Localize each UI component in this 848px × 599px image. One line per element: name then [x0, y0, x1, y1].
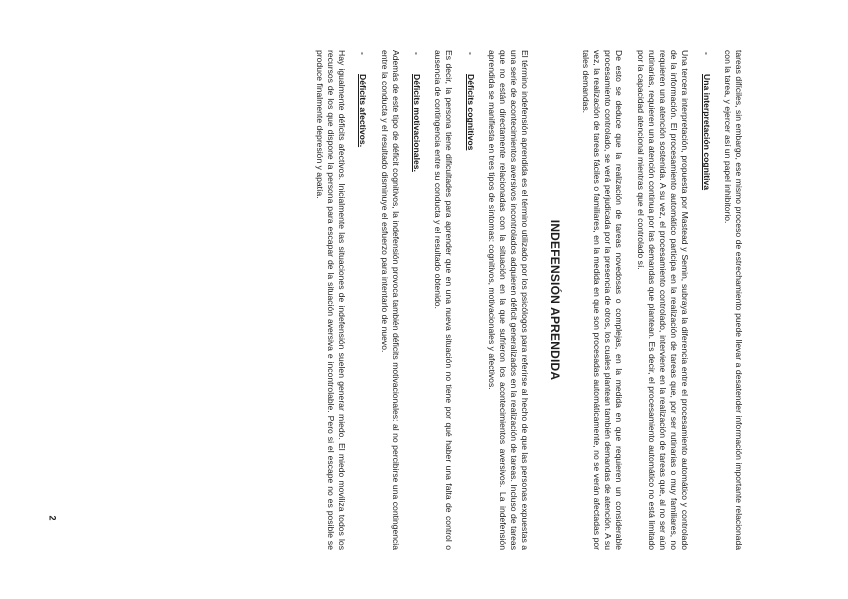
heading-label: Una interpretación cognitiva: [701, 74, 712, 191]
deficit-affective-heading: [357, 50, 368, 550]
page-content: [104, 50, 744, 550]
bullet-dash: -: [358, 52, 369, 55]
bullet-dash: -: [701, 52, 712, 55]
definition-paragraph: El término indefensión aprendida es el término utilizado por los psicólogos para referirse al hecho de que las personas expuestas a una serie de acontecimientos aversivos incontrolados adquieren déficit generalizados en la realización de tareas. Incluso de tareas que no están directamente relacionadas con la situación en la que sufrieron los acontecimientos aversivos. La indefensión aprendida se manifiesta en tres tipos de síntomas: cognitivos, motivacionales y afectivos.: [486, 50, 531, 550]
deficit-affective-paragraph: Hay igualmente déficits afectivos. Inicialmente las situaciones de indefensión suelen generar miedo. El miedo moviliza todos los recursos de los que dispone la persona para escapar de la situación aversiva e incontrolable. Pero si el escape no es posible se produce finalmente depresión y apatía.: [314, 50, 348, 550]
deficit-motivational-heading: [411, 50, 422, 550]
deficit-cognitive-paragraph: Es decir, la persona tiene dificultades para aprender que en una nueva situación no tiene por qué haber una falta de control o ausencia de contingencia entre su conducta y el resultado obtenido.: [433, 50, 455, 550]
heading-label: Déficits afectivos.: [358, 74, 369, 148]
intro-paragraph: tareas difíciles, sin embargo, ese mismo proceso de estrechamiento puede llevar a desatender información importante relacionada con la tarea, y ejercer así un papel inhibitorio.: [722, 50, 744, 550]
deficit-cognitive-heading: [464, 50, 475, 550]
cognitive-interpretation-heading: [700, 50, 711, 550]
deduction-paragraph: De esto se deduce que la realización de tareas novedosas o complejas, en la medida en que requieren un considerable procesamiento controlado, se verá perjudicada por la presencia de otros, los cuales plantean también demandas de atención. A su vez, la realización de tareas fáciles o familiares, en la medida en que son procesadas automáticamente, no se verán afectadas por tales demandas.: [580, 50, 625, 550]
cognitive-paragraph: Una tercera interpretación, propuesta por Mastead y Semin, subraya la diferencia entre el procesamiento automático y controlado de la información. El procesamiento automático participa en la realización de tareas que, por ser rutinarias o muy familiares, no requieren una atención sostenida. A su vez, el procesamiento controlado, interviene en la realización de tareas que, al no ser aún rutinarias, requieren una atención continua por las demandas que plantean. Es decir, el procesamiento automático no está limitado por la capacidad atencional mientras que el controlado sí.: [635, 50, 691, 550]
section-title: INDEFENSIÓN APRENDIDA: [547, 219, 562, 381]
heading-label: Déficits cognitivos: [465, 74, 476, 151]
heading-label: Déficits motivacionales.: [411, 74, 422, 172]
bullet-dash: -: [465, 52, 476, 55]
deficit-motivational-paragraph: Además de este tipo de déficit cognitivos, la indefensión provoca también déficits motivacionales: al no percibirse una contingencia entre la conducta y el resultado disminuye el esfuerzo para intentarlo de nuevo.: [379, 50, 401, 550]
page-number: 2: [47, 515, 58, 521]
bullet-dash: -: [411, 52, 422, 55]
